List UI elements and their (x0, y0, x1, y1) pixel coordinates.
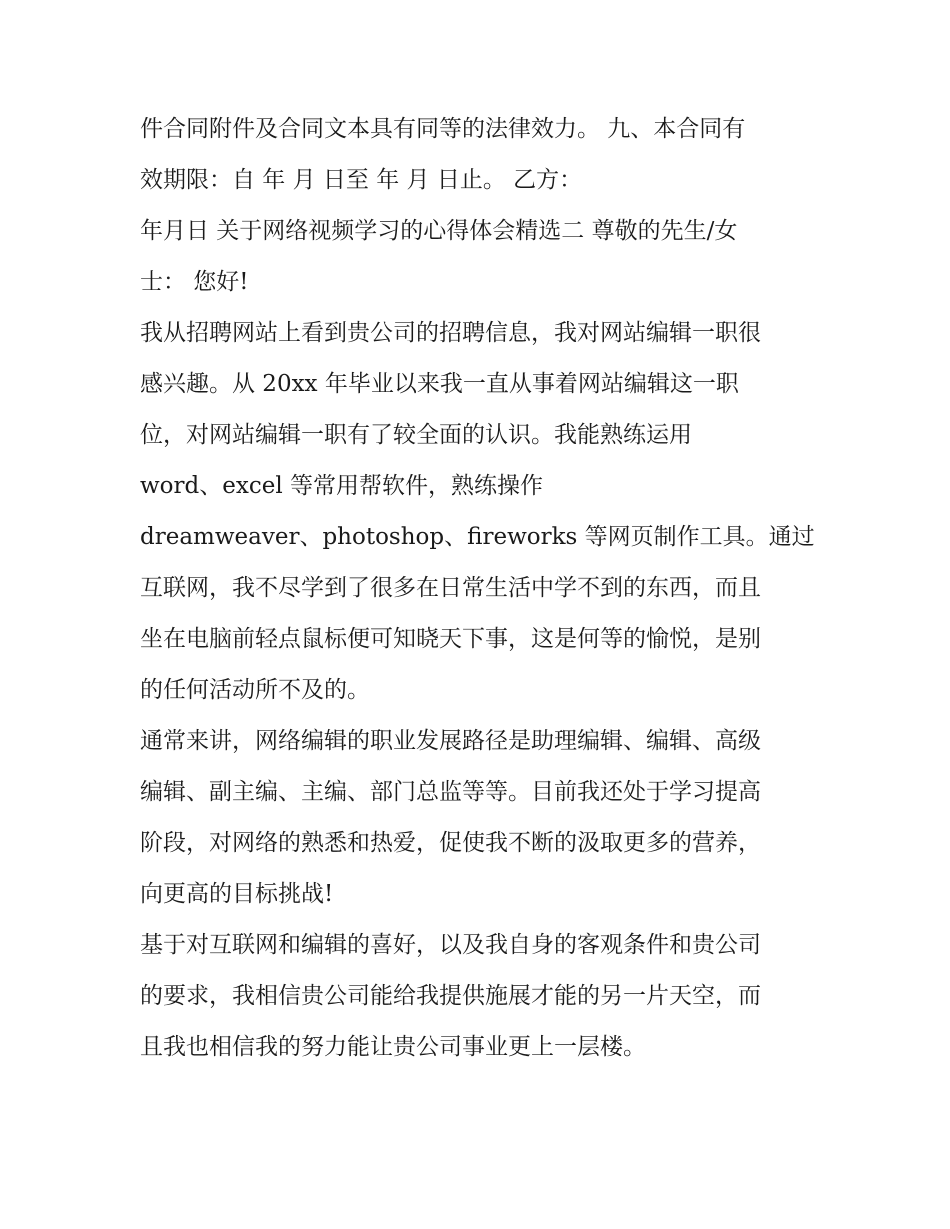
text-line: 我从招聘网站上看到贵公司的招聘信息，我对网站编辑一职很 (140, 320, 761, 346)
text-line: 效期限：自 年 月 日至 年 月 日止。 乙方： (140, 167, 583, 193)
text-line: 基于对互联网和编辑的喜好，以及我自身的客观条件和贵公司 (140, 932, 761, 958)
text-line: 向更高的目标挑战! (140, 881, 334, 907)
text-line: 且我也相信我的努力能让贵公司事业更上一层楼。 (140, 1034, 646, 1060)
text-line: 位，对网站编辑一职有了较全面的认识。我能熟练运用 (140, 422, 692, 448)
text-line: 的任何活动所不及的。 (140, 677, 370, 703)
text-line: 年月日 关于网络视频学习的心得体会精选二 尊敬的先生/女 (140, 218, 738, 244)
text-line: 编辑、副主编、主编、部门总监等等。目前我还处于学习提高 (140, 779, 761, 805)
text-line: 互联网，我不尽学到了很多在日常生活中学不到的东西，而且 (140, 575, 761, 601)
text-line: 坐在电脑前轻点鼠标便可知晓天下事，这是何等的愉悦，是别 (140, 626, 761, 652)
text-line: 感兴趣。从 20xx 年毕业以来我一直从事着网站编辑这一职 (140, 371, 739, 397)
text-line: 士： 您好! (140, 269, 249, 295)
text-line: word、excel 等常用帮软件，熟练操作 (140, 473, 543, 499)
text-line: 通常来讲，网络编辑的职业发展路径是助理编辑、编辑、高级 (140, 728, 761, 754)
text-line: dreamweaver、photoshop、fireworks 等网页制作工具。通过 (140, 524, 815, 550)
text-line: 件合同附件及合同文本具有同等的法律效力。 九、本合同有 (140, 116, 746, 142)
document-body (140, 104, 820, 1073)
text-line: 的要求，我相信贵公司能给我提供施展才能的另一片天空，而 (140, 983, 761, 1009)
text-line: 阶段，对网络的熟悉和热爱，促使我不断的汲取更多的营养， (140, 830, 761, 856)
